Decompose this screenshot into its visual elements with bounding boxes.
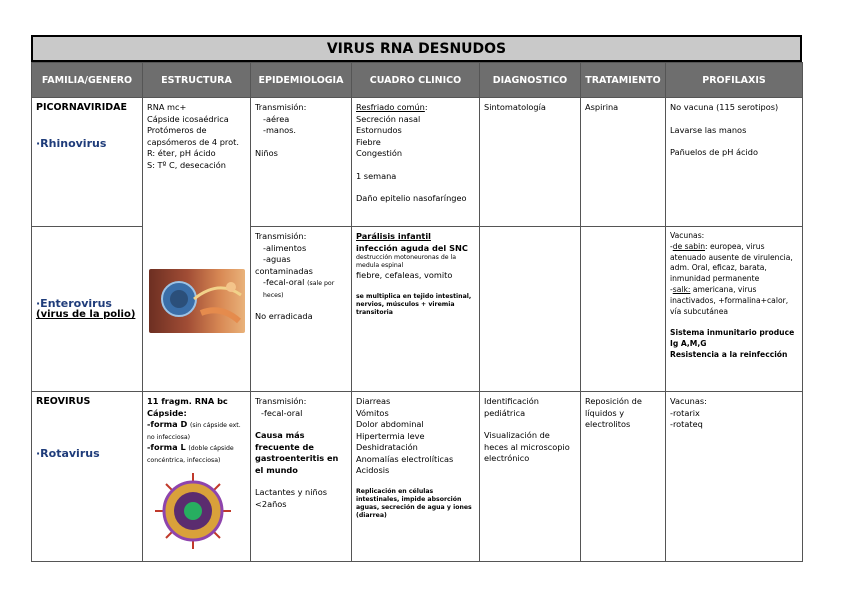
prophylaxis-cell <box>666 98 803 227</box>
transmission-label: Transmisión: <box>255 396 307 406</box>
family-cell <box>32 227 143 392</box>
salk-label: salk: <box>672 284 691 294</box>
clinical-note: destrucción motoneuronas de la medula espinal <box>356 254 457 269</box>
diagnosis-cell <box>480 392 581 562</box>
genus-name: ·Rotavirus <box>36 446 100 460</box>
symptom: Estornudos <box>356 125 402 135</box>
treatment-cell <box>581 227 666 392</box>
symptom: Fiebre <box>356 136 381 147</box>
symptom: Deshidratación <box>356 442 418 452</box>
structure-form: -forma L <box>147 442 186 452</box>
family-cell <box>32 392 143 562</box>
transmission-item: -fecal-oral <box>261 407 303 418</box>
resistance-text: Resistencia a la reinfección <box>670 349 788 359</box>
transmission-note: (sale por heces) <box>263 280 335 299</box>
col-header: TRATAMIENTO <box>581 63 666 98</box>
family-name: REOVIRUS <box>36 396 91 407</box>
transmission-item: -aérea <box>263 113 290 124</box>
col-header: PROFILAXIS <box>666 63 803 98</box>
prophylaxis-item: Lavarse las manos <box>670 124 747 135</box>
sabin-label: de sabin <box>672 241 706 251</box>
clinical-cell <box>352 227 480 392</box>
duration-text: 1 semana <box>356 170 397 181</box>
table-row <box>32 392 803 562</box>
vaccine-item: -rotarix <box>670 407 700 418</box>
col-header: CUADRO CLINICO <box>352 63 480 98</box>
prophylaxis-item: No vacuna (115 serotipos) <box>670 102 779 112</box>
prophylaxis-item: Pañuelos de pH ácido <box>670 147 758 157</box>
symptom: Diarreas <box>356 396 391 406</box>
epidemiology-cell <box>251 392 352 562</box>
diagnosis-cell: Sintomatología <box>480 98 581 227</box>
transmission-item: -aguas <box>263 254 291 264</box>
structure-line: RNA mc+ <box>147 102 187 112</box>
genus-name: ·Enterovirus <box>36 296 112 310</box>
immune-text: Sistema inmunitario produce Ig A,M,G <box>670 328 795 349</box>
virus-table <box>31 62 803 562</box>
document-page <box>31 35 802 562</box>
page-title: VIRUS RNA DESNUDOS <box>31 35 802 62</box>
symptom: Congestión <box>356 148 403 158</box>
clinical-title-rest: infección aguda del SNC <box>356 242 468 253</box>
damage-text: Daño epitelio nasofaríngeo <box>356 193 467 203</box>
clinical-title: Parálisis infantil <box>356 231 431 241</box>
clinical-title: Resfriado común <box>356 102 425 112</box>
transmission-item: contaminadas <box>255 265 313 276</box>
poliovirus-illustration <box>149 269 245 333</box>
epidemiology-cell <box>251 98 352 227</box>
family-name: PICORNAVIRIDAE <box>36 102 127 113</box>
symptom: Dolor abdominal <box>356 419 424 429</box>
col-header: EPIDEMIOLOGIA <box>251 63 352 98</box>
prophylaxis-cell <box>666 392 803 562</box>
vaccine-item: -rotateq <box>670 419 703 429</box>
transmission-label: Transmisión: <box>255 231 307 241</box>
structure-line: Cápside: <box>147 407 187 418</box>
transmission-item: -fecal-oral <box>263 277 305 287</box>
structure-form: -forma D <box>147 419 188 429</box>
transmission-item: -alimentos <box>263 242 307 253</box>
population-text: Lactantes y niños <2años <box>255 487 327 509</box>
symptom: Secreción nasal <box>356 113 421 124</box>
diagnosis-item: Visualización de heces al microscopio electrónico <box>484 430 570 463</box>
clinical-note: Replicación en células intestinales, impide absorción aguas, secreción de agua y iones (diarrea) <box>356 487 472 519</box>
structure-line: capsómeros de 4 prot. <box>147 136 239 147</box>
col-header: DIAGNOSTICO <box>480 63 581 98</box>
structure-note: (sin cápside ext. no infecciosa) <box>147 422 241 441</box>
structure-line: Cápside icosaédrica <box>147 113 229 124</box>
prophylaxis-cell: Vacunas: -de sabin: europea, virus atenuado ausente de virulencia, adm. Oral, eficaz, barata, inmunidad permanente -salk: americana, virus inactivados, +formalina+calor, vía subcutánea Sistema inmunitario produce Ig A,M,G Resistencia a la reinfección <box>666 227 803 392</box>
diagnosis-cell <box>480 227 581 392</box>
status-text: No erradicada <box>255 311 313 321</box>
structure-note: (doble cápside concéntrica, infecciosa) <box>147 445 234 464</box>
clinical-note: se multiplica en tejido intestinal, nervios, músculos + viremia transitoria <box>356 292 472 316</box>
col-header: ESTRUCTURA <box>143 63 251 98</box>
symptom: Hipertermia leve <box>356 430 425 441</box>
rotavirus-illustration <box>147 469 239 553</box>
treatment-cell: Reposición de líquidos y electrolitos <box>581 392 666 562</box>
clinical-cell: Resfriado común: Secreción nasal Estornudos Fiebre Congestión 1 semana Daño epitelio nasofaríngeo <box>352 98 480 227</box>
vaccine-label: Vacunas: <box>670 231 705 240</box>
family-cell <box>32 98 143 227</box>
epidemiology-cell <box>251 227 352 392</box>
structure-line: S: Tº C, desecación <box>147 159 226 170</box>
cause-text: Causa más frecuente de gastroenteritis en el mundo <box>255 430 339 475</box>
clinical-cell <box>352 392 480 562</box>
structure-line: Protómeros de <box>147 125 207 135</box>
symptom: Acidosis <box>356 465 390 475</box>
sabin-text: : europea, virus atenuado ausente de virulencia, adm. Oral, eficaz, barata, inmunidad permanente <box>670 241 793 284</box>
col-header: FAMILIA/GENERO <box>32 63 143 98</box>
genus-subtitle: (virus de la polio) <box>36 309 136 320</box>
structure-cell <box>143 98 251 392</box>
symptom: fiebre, cefaleas, vomito <box>356 270 453 280</box>
salk-text: americana, virus inactivados, +formalina+calor, vía subcutánea <box>670 284 789 316</box>
symptom: Vómitos <box>356 407 389 418</box>
header-row <box>32 63 803 98</box>
genus-name: ·Rhinovirus <box>36 136 107 150</box>
structure-line: 11 fragm. RNA bc <box>147 396 228 406</box>
structure-cell <box>143 392 251 562</box>
symptom: Anomalías electrolíticas <box>356 453 454 464</box>
transmission-item: -manos. <box>263 125 297 135</box>
diagnosis-item: Identificación pediátrica <box>484 396 539 418</box>
table-row <box>32 98 803 227</box>
vaccine-label: Vacunas: <box>670 396 707 406</box>
structure-line: R: éter, pH ácido <box>147 148 216 158</box>
population-text: Niños <box>255 147 278 158</box>
treatment-cell: Aspirina <box>581 98 666 227</box>
transmission-label: Transmisión: <box>255 102 307 112</box>
